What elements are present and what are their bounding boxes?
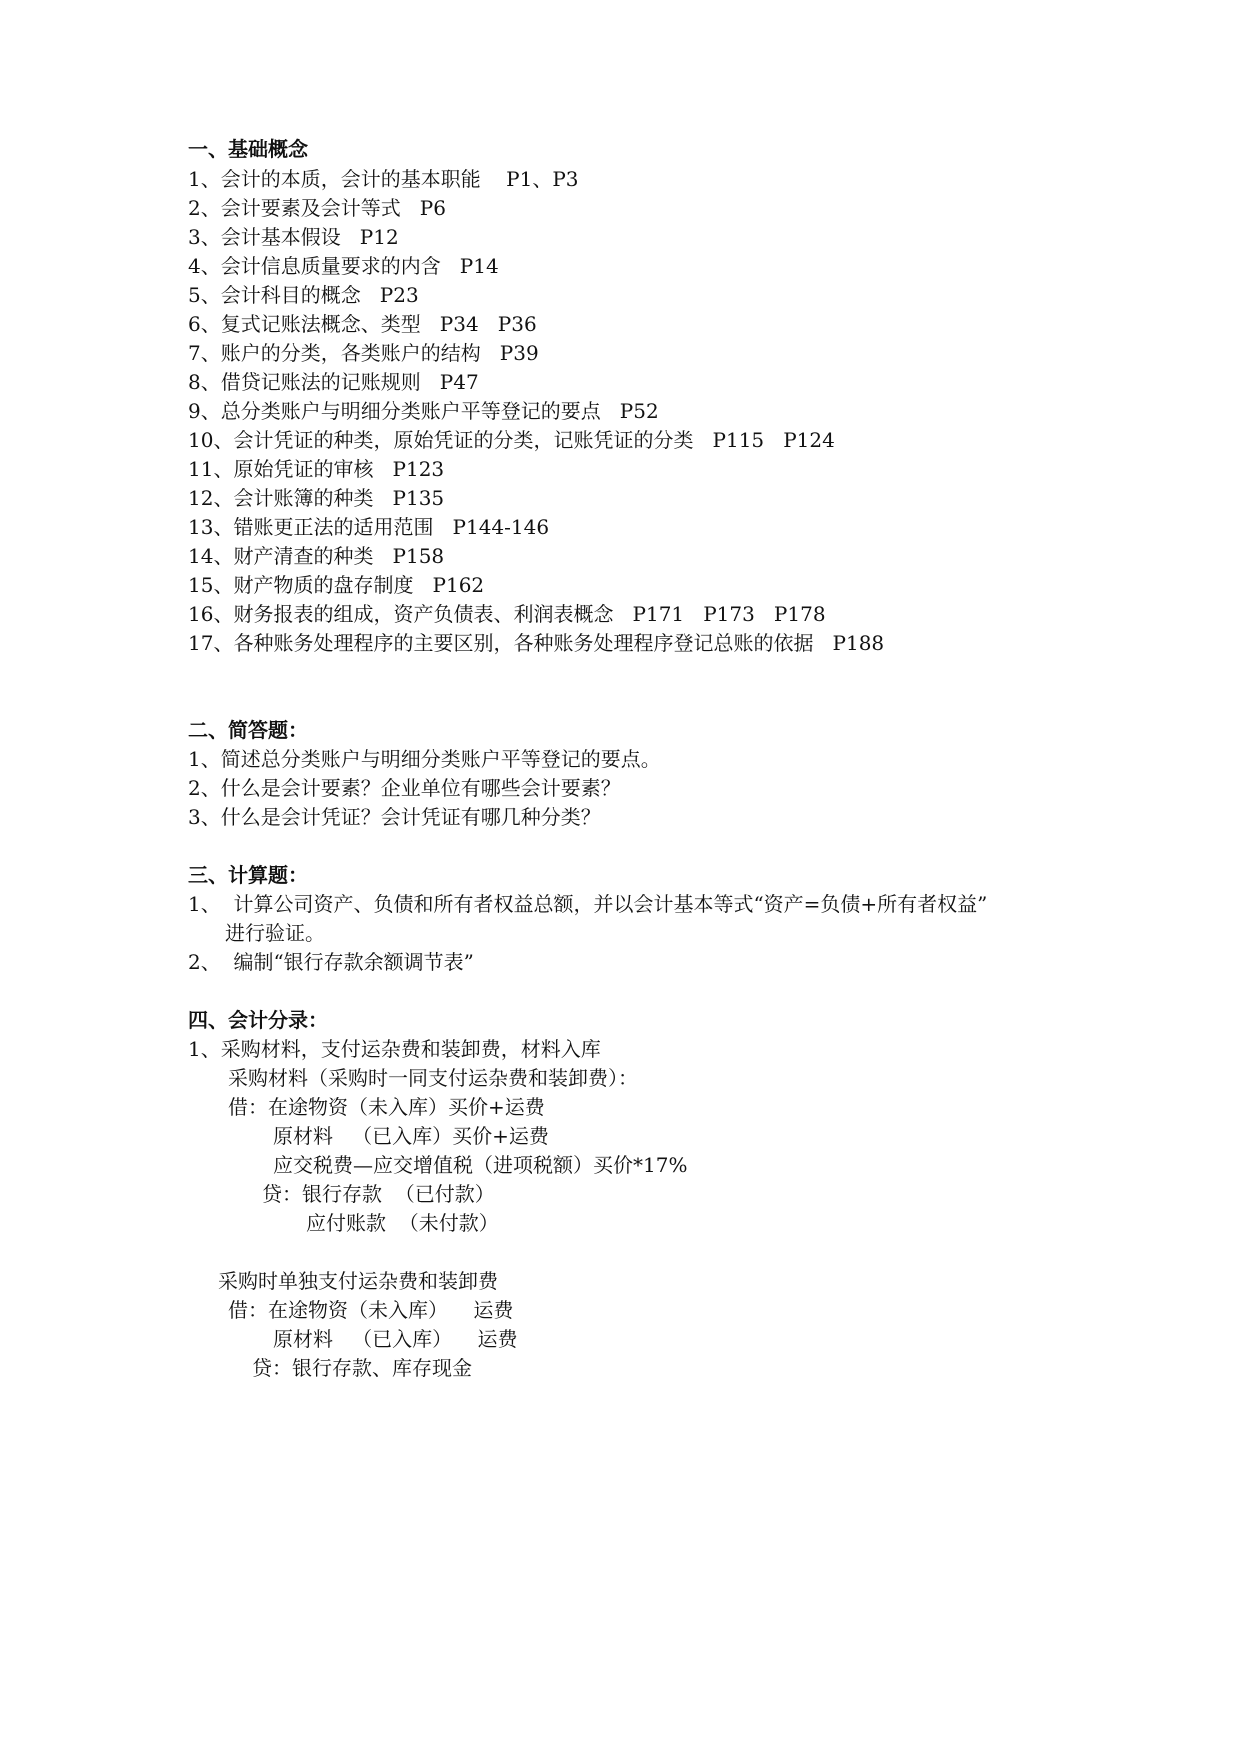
section-1-item: 16、财务报表的组成，资产负债表、利润表概念 P171 P173 P178 bbox=[188, 602, 826, 626]
section-1-item: 17、各种账务处理程序的主要区别，各种账务处理程序登记总账的依据 P188 bbox=[188, 631, 885, 655]
section-1-item: 9、总分类账户与明细分类账户平等登记的要点 P52 bbox=[188, 399, 659, 423]
entry-debit-line: 借：在途物资（未入库） 运费 bbox=[228, 1298, 514, 1322]
section-1-item: 13、错账更正法的适用范围 P144-146 bbox=[188, 515, 550, 539]
entry-debit-line: 借：在途物资（未入库）买价+运费 bbox=[228, 1095, 545, 1119]
section-1-item: 4、会计信息质量要求的内含 P14 bbox=[188, 254, 499, 278]
section-3-item: 1、 计算公司资产、负债和所有者权益总额，并以会计基本等式“资产=负债+所有者权益” bbox=[188, 892, 988, 916]
section-3-heading: 三、计算题： bbox=[188, 863, 308, 887]
section-1-item: 3、会计基本假设 P12 bbox=[188, 225, 399, 249]
section-4-heading: 四、会计分录： bbox=[188, 1008, 328, 1032]
section-1-item: 5、会计科目的概念 P23 bbox=[188, 283, 419, 307]
section-2-item: 1、简述总分类账户与明细分类账户平等登记的要点。 bbox=[188, 747, 661, 771]
section-1-item: 2、会计要素及会计等式 P6 bbox=[188, 196, 446, 220]
section-1-item: 14、财产清查的种类 P158 bbox=[188, 544, 445, 568]
section-2-item: 2、什么是会计要素？企业单位有哪些会计要素？ bbox=[188, 776, 621, 800]
section-1-item: 15、财产物质的盘存制度 P162 bbox=[188, 573, 485, 597]
section-1-item: 7、账户的分类，各类账户的结构 P39 bbox=[188, 341, 539, 365]
entry-credit-line: 贷：银行存款 （已付款） bbox=[262, 1182, 495, 1206]
entry-subtitle: 采购材料（采购时一同支付运杂费和装卸费）： bbox=[228, 1066, 638, 1090]
entry-debit-line: 应交税费—应交增值税（进项税额）买价*17% bbox=[273, 1153, 688, 1177]
section-2-heading: 二、简答题： bbox=[188, 718, 308, 742]
entry-debit-line: 原材料 （已入库） 运费 bbox=[273, 1327, 518, 1351]
entry-title: 1、采购材料，支付运杂费和装卸费，材料入库 bbox=[188, 1037, 601, 1061]
entry-debit-line: 原材料 （已入库）买价+运费 bbox=[273, 1124, 549, 1148]
section-1-heading: 一、基础概念 bbox=[188, 137, 308, 161]
entry-credit-line: 应付账款 （未付款） bbox=[306, 1211, 499, 1235]
section-1-item: 6、复式记账法概念、类型 P34 P36 bbox=[188, 312, 537, 336]
section-1-item: 8、借贷记账法的记账规则 P47 bbox=[188, 370, 479, 394]
section-1-item: 12、会计账簿的种类 P135 bbox=[188, 486, 445, 510]
section-1-item: 1、会计的本质，会计的基本职能 P1、P3 bbox=[188, 167, 579, 191]
entry-credit-line: 贷：银行存款、库存现金 bbox=[252, 1356, 472, 1380]
entry-subtitle: 采购时单独支付运杂费和装卸费 bbox=[218, 1269, 498, 1293]
section-3-item-continuation: 进行验证。 bbox=[225, 921, 325, 945]
section-3-item: 2、 编制“银行存款余额调节表” bbox=[188, 950, 474, 974]
section-1-item: 11、原始凭证的审核 P123 bbox=[188, 457, 445, 481]
section-2-item: 3、什么是会计凭证？会计凭证有哪几种分类？ bbox=[188, 805, 601, 829]
section-1-item: 10、会计凭证的种类，原始凭证的分类，记账凭证的分类 P115 P124 bbox=[188, 428, 835, 452]
